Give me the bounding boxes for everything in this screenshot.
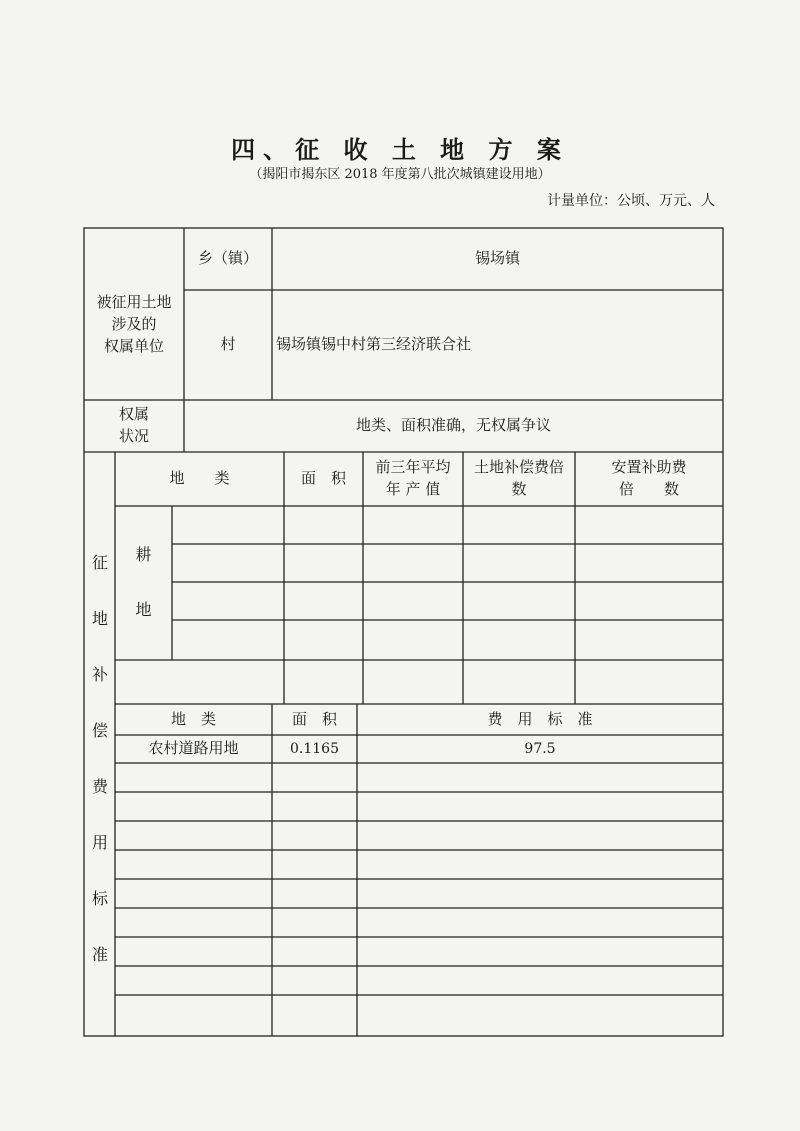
header-resettle-line2: 倍 数	[618, 480, 679, 498]
row-land-type: 农村道路用地	[148, 739, 239, 758]
header-avg-output-line2: 年 产 值	[385, 480, 441, 498]
header-land-comp-line2: 数	[511, 480, 527, 498]
township-label: 乡（镇）	[197, 249, 258, 268]
header-resettlement	[575, 452, 723, 506]
ownership-status-value: 地类、面积准确，无权属争议	[355, 416, 551, 435]
header-land-compensation	[463, 452, 575, 506]
side-label-char: 地	[91, 609, 108, 628]
side-label-char: 征	[91, 553, 108, 572]
side-label-char: 补	[91, 665, 108, 684]
ownership-label-line2: 状况	[118, 427, 149, 445]
side-label-char: 费	[91, 777, 108, 796]
owner-label-line3: 权属单位	[103, 336, 164, 355]
village-label: 村	[220, 335, 236, 354]
owner-label-line1: 被征用土地	[96, 293, 172, 312]
header-resettle-line1: 安置补助费	[611, 458, 687, 477]
measurement-unit: 计量单位：公顷、万元、人	[547, 193, 715, 209]
row-area: 0.1165	[290, 740, 339, 757]
owner-unit-label	[84, 270, 184, 380]
side-label-char: 偿	[91, 721, 108, 740]
farmland-label-1: 耕	[135, 545, 152, 565]
header-avg-output-line1: 前三年平均	[375, 458, 451, 477]
farmland-label-2: 地	[135, 600, 152, 620]
header-land-type: 地 类	[169, 469, 230, 488]
ownership-status-label	[84, 400, 184, 452]
other-header-land-type: 地 类	[170, 709, 216, 728]
document-title: 四、征 收 土 地 方 案	[231, 135, 569, 164]
side-label-char: 准	[91, 945, 108, 964]
row-fee: 97.5	[524, 740, 556, 757]
owner-label-line2: 涉及的	[111, 315, 157, 334]
ownership-label-line1: 权属	[118, 405, 149, 424]
side-label-char: 用	[91, 833, 108, 852]
other-header-area: 面 积	[291, 709, 337, 728]
village-value: 锡场镇锡中村第三经济联合社	[276, 335, 472, 354]
header-land-comp-line1: 土地补偿费倍	[473, 458, 564, 477]
other-header-fee-standard: 费 用 标 准	[487, 709, 593, 728]
side-label-char: 标	[91, 889, 108, 908]
header-area: 面 积	[300, 469, 346, 488]
header-avg-output	[363, 452, 463, 506]
document-subtitle: （揭阳市揭东区 2018 年度第八批次城镇建设用地）	[249, 167, 551, 182]
township-value: 锡场镇	[474, 249, 520, 268]
